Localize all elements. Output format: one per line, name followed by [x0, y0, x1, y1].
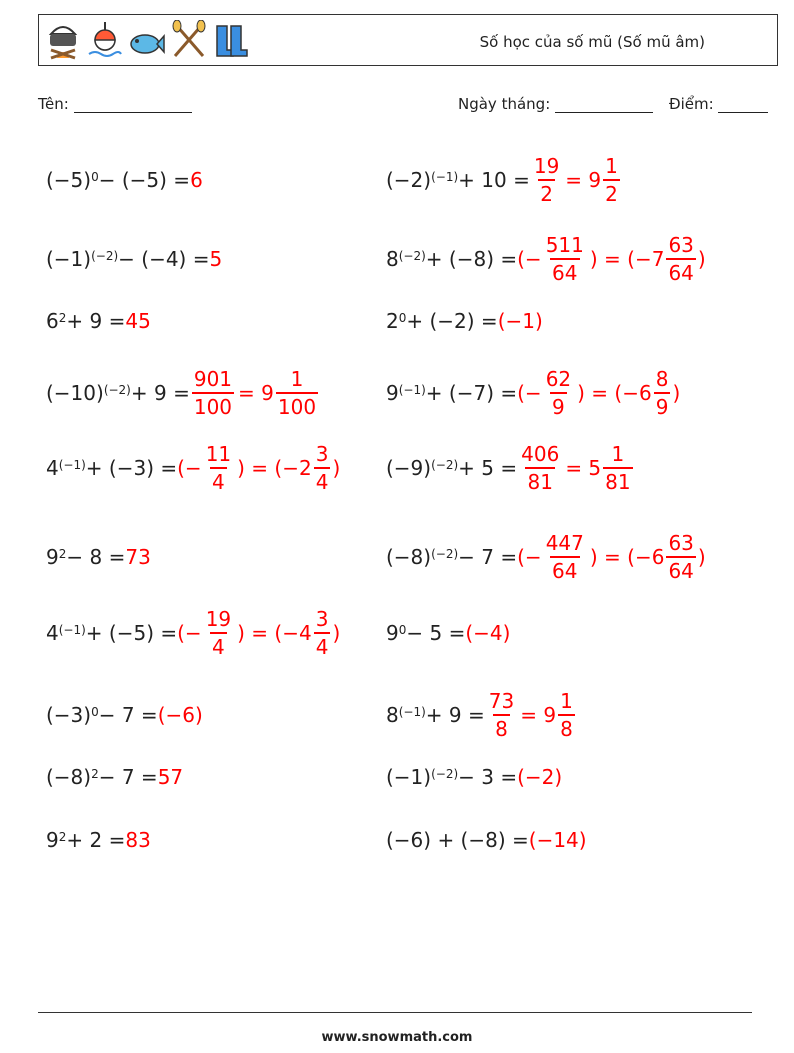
answer-value: (−4) [465, 621, 511, 645]
fraction-numerator: 62 [545, 367, 572, 391]
problem-item [386, 227, 706, 291]
score-line [718, 98, 768, 113]
problem-answer [517, 366, 680, 420]
fraction-denominator: 8 [558, 714, 575, 742]
fraction-numerator: 1 [605, 154, 618, 178]
answer-mixed-fraction [603, 153, 620, 207]
answer-prefix: (− [517, 247, 542, 271]
answer-fraction [204, 441, 233, 495]
problem-question [46, 168, 190, 192]
problem-operation: − (−5) = [98, 168, 191, 192]
fraction-numerator: 8 [655, 367, 669, 391]
problem-item [46, 525, 151, 589]
problem-question [386, 247, 517, 271]
problem-item [46, 745, 183, 809]
problem-question [386, 703, 485, 727]
problem-answer [517, 765, 562, 789]
problem-operation: + 9 = [425, 703, 485, 727]
problem-answer [529, 828, 587, 852]
answer-value: 57 [157, 765, 184, 789]
fraction-denominator: 9 [654, 392, 671, 420]
answer-fraction [532, 153, 561, 207]
footer-divider [38, 1012, 752, 1013]
problem-operation: − 3 = [458, 765, 518, 789]
problem-operation: + (−5) = [85, 621, 178, 645]
problem-question [386, 381, 517, 405]
problem-answer [177, 606, 340, 660]
problem-operation: − 7 = [458, 545, 518, 569]
problem-base: (−1) [386, 765, 432, 789]
problem-question [386, 456, 517, 480]
paddles-icon [171, 20, 207, 60]
problem-operation: + 5 = [458, 456, 518, 480]
date-label: Ngày tháng: [458, 95, 551, 113]
problem-answer [498, 309, 543, 333]
fraction-denominator: 64 [666, 258, 695, 286]
problem-answer [190, 168, 203, 192]
problem-base: (−2) [386, 168, 432, 192]
worksheet-title: Số học của số mũ (Số mũ âm) [479, 33, 705, 51]
answer-mixed-fraction [603, 441, 632, 495]
answer-suffix: ) [672, 381, 681, 405]
name-field[interactable] [38, 95, 192, 113]
answer-fraction [544, 530, 586, 584]
problem-base: (−5) [46, 168, 92, 192]
answer-fraction [519, 441, 561, 495]
problem-answer [465, 621, 510, 645]
problem-base: (−8) [46, 765, 92, 789]
problem-item [386, 683, 577, 747]
problem-question [46, 247, 209, 271]
problem-exponent: (−1) [398, 383, 426, 397]
problem-exponent: (−2) [91, 249, 119, 263]
answer-mixed-whole: = 9 [238, 381, 274, 405]
problem-exponent: (−2) [431, 767, 459, 781]
problem-exponent: (−2) [431, 547, 459, 561]
answer-mixed-whole: = 5 [565, 456, 602, 480]
fraction-numerator: 901 [193, 367, 233, 391]
problem-operation: + 9 = [130, 381, 190, 405]
answer-fraction [544, 366, 573, 420]
problem-exponent: 0 [398, 311, 407, 325]
problem-question [386, 168, 530, 192]
problem-base: (−6) + (−8) = [386, 828, 529, 852]
problem-operation: − 8 = [66, 545, 126, 569]
answer-mixed-fraction [666, 530, 695, 584]
problem-answer [517, 232, 706, 286]
problem-answer [485, 688, 577, 742]
problem-exponent: 2 [91, 767, 99, 781]
fishing-float-icon [87, 20, 123, 60]
answer-value: 6 [190, 168, 203, 192]
fraction-denominator: 4 [210, 467, 227, 495]
problem-exponent: 0 [91, 705, 99, 719]
problem-item [46, 808, 151, 872]
answer-value: (−1) [497, 309, 543, 333]
answer-prefix: (− [517, 381, 542, 405]
problem-exponent: 0 [91, 170, 99, 184]
problem-item [386, 148, 622, 212]
problem-exponent: 2 [58, 311, 67, 325]
problem-question [46, 703, 158, 727]
problem-question [386, 309, 498, 333]
fraction-denominator: 100 [192, 392, 234, 420]
problem-operation: − (−4) = [118, 247, 210, 271]
problem-item [46, 683, 203, 747]
problem-question [46, 765, 158, 789]
score-field[interactable] [669, 95, 768, 113]
problem-base: 6 [46, 309, 59, 333]
problem-item [386, 808, 587, 872]
problem-item [386, 601, 510, 665]
date-field[interactable] [458, 95, 653, 113]
problem-answer [125, 828, 150, 852]
answer-value: 5 [209, 247, 223, 271]
answer-mixed-whole: ) = (−4 [237, 621, 312, 645]
fraction-numerator: 11 [205, 442, 232, 466]
problem-base: 8 [386, 703, 399, 727]
fraction-denominator: 8 [493, 714, 510, 742]
problem-answer [158, 765, 183, 789]
problem-exponent: (−1) [58, 458, 86, 472]
problem-item [46, 436, 340, 500]
answer-mixed-whole: = 9 [565, 168, 602, 192]
problem-answer [530, 153, 622, 207]
problem-operation: − 5 = [406, 621, 466, 645]
answer-suffix: ) [332, 456, 341, 480]
problem-question [386, 621, 465, 645]
problem-item [386, 436, 635, 500]
problem-base: 9 [386, 621, 399, 645]
answer-mixed-whole: ) = (−2 [237, 456, 312, 480]
problem-base: 9 [46, 828, 59, 852]
answer-suffix: ) [332, 621, 341, 645]
problem-base: 8 [386, 247, 399, 271]
problem-base: 4 [46, 456, 59, 480]
fraction-numerator: 3 [315, 607, 329, 631]
fraction-numerator: 19 [205, 607, 232, 631]
answer-prefix: (− [517, 545, 542, 569]
problem-operation: + (−7) = [425, 381, 518, 405]
problem-operation: − 7 = [98, 703, 158, 727]
problem-item [46, 361, 320, 425]
problem-item [386, 525, 706, 589]
fraction-denominator: 4 [314, 632, 331, 660]
name-label: Tên: [38, 95, 69, 113]
problem-operation: + (−8) = [425, 247, 518, 271]
problem-answer [517, 441, 634, 495]
name-line [74, 98, 192, 113]
problem-base: (−8) [386, 545, 432, 569]
problem-answer [517, 530, 706, 584]
problem-question [46, 381, 190, 405]
answer-value: (−14) [528, 828, 587, 852]
fraction-denominator: 64 [666, 556, 695, 584]
problem-base: 4 [46, 621, 59, 645]
fraction-denominator: 4 [210, 632, 227, 660]
problem-exponent: (−1) [431, 170, 459, 184]
problem-exponent: 2 [58, 547, 67, 561]
fraction-numerator: 73 [488, 689, 515, 713]
footer-url: www.snowmath.com [321, 1030, 473, 1045]
answer-suffix: ) [697, 247, 706, 271]
problem-operation: + 10 = [458, 168, 530, 192]
date-line [555, 98, 653, 113]
problem-operation: − 7 = [98, 765, 158, 789]
score-label: Điểm: [669, 95, 714, 113]
fraction-numerator: 406 [521, 442, 560, 466]
problem-item [46, 227, 222, 291]
problem-question [386, 765, 517, 789]
answer-value: 73 [125, 545, 151, 569]
fraction-denominator: 2 [538, 179, 555, 207]
problem-question [386, 545, 517, 569]
fraction-numerator: 63 [668, 531, 694, 555]
fraction-numerator: 1 [560, 689, 573, 713]
problem-exponent: (−1) [58, 623, 86, 637]
fish-icon [129, 20, 165, 60]
answer-mixed-whole: ) = (−6 [577, 381, 652, 405]
answer-mixed-fraction [654, 366, 671, 420]
problem-question [46, 309, 125, 333]
answer-fraction [544, 232, 586, 286]
fraction-denominator: 64 [550, 556, 579, 584]
problem-item [46, 601, 340, 665]
problem-base: (−10) [46, 381, 104, 405]
fraction-numerator: 1 [611, 442, 625, 466]
answer-mixed-fraction [314, 441, 331, 495]
problem-question [386, 828, 529, 852]
problem-question [46, 621, 177, 645]
problem-answer [125, 309, 150, 333]
problem-answer [158, 703, 203, 727]
cooking-pot-icon [45, 20, 81, 60]
fraction-numerator: 1 [290, 367, 304, 391]
problem-exponent: (−2) [103, 383, 131, 397]
problem-base: 2 [386, 309, 399, 333]
fraction-numerator: 3 [315, 442, 329, 466]
problem-exponent: 2 [58, 830, 67, 844]
answer-mixed-fraction [276, 366, 318, 420]
fraction-numerator: 447 [545, 531, 584, 555]
answer-value: 83 [125, 828, 151, 852]
fraction-denominator: 81 [525, 467, 554, 495]
problem-answer [177, 441, 340, 495]
problem-base: (−1) [46, 247, 92, 271]
problem-answer [190, 366, 320, 420]
answer-fraction [192, 366, 234, 420]
answer-prefix: (− [177, 621, 202, 645]
answer-value: (−6) [157, 703, 203, 727]
problem-base: (−9) [386, 456, 432, 480]
fraction-denominator: 4 [314, 467, 331, 495]
problem-operation: + 2 = [66, 828, 126, 852]
problem-exponent: 0 [398, 623, 407, 637]
answer-mixed-fraction [666, 232, 695, 286]
answer-value: 45 [125, 309, 151, 333]
fraction-denominator: 2 [603, 179, 620, 207]
problem-item [386, 361, 680, 425]
problem-base: (−3) [46, 703, 92, 727]
worksheet-header [38, 14, 778, 66]
fraction-denominator: 64 [550, 258, 579, 286]
fraction-denominator: 100 [276, 392, 318, 420]
problem-answer [125, 545, 150, 569]
answer-mixed-fraction [558, 688, 575, 742]
fraction-denominator: 81 [603, 467, 632, 495]
fraction-numerator: 511 [545, 233, 584, 257]
fraction-denominator: 9 [550, 392, 567, 420]
answer-mixed-whole: ) = (−7 [589, 247, 665, 271]
answer-mixed-whole: = 9 [520, 703, 557, 727]
answer-fraction [487, 688, 516, 742]
problem-base: 9 [386, 381, 399, 405]
answer-suffix: ) [697, 545, 706, 569]
problem-operation: + (−2) = [406, 309, 498, 333]
problem-operation: + 9 = [66, 309, 126, 333]
boots-icon [213, 20, 249, 60]
problem-exponent: (−2) [431, 458, 459, 472]
answer-prefix: (− [177, 456, 202, 480]
problem-item [46, 289, 151, 353]
problem-base: 9 [46, 545, 59, 569]
problem-exponent: (−2) [398, 249, 426, 263]
header-icons [45, 20, 249, 62]
fraction-numerator: 19 [533, 154, 560, 178]
fraction-numerator: 63 [668, 233, 694, 257]
problem-item [386, 289, 543, 353]
problem-answer [209, 247, 222, 271]
answer-mixed-fraction [314, 606, 331, 660]
problem-question [46, 456, 177, 480]
problem-exponent: (−1) [398, 705, 426, 719]
problem-operation: + (−3) = [85, 456, 178, 480]
problem-question [46, 828, 125, 852]
answer-fraction [204, 606, 233, 660]
problem-item [386, 745, 562, 809]
answer-value: (−2) [517, 765, 563, 789]
answer-mixed-whole: ) = (−6 [589, 545, 665, 569]
problem-item [46, 148, 203, 212]
problem-question [46, 545, 125, 569]
